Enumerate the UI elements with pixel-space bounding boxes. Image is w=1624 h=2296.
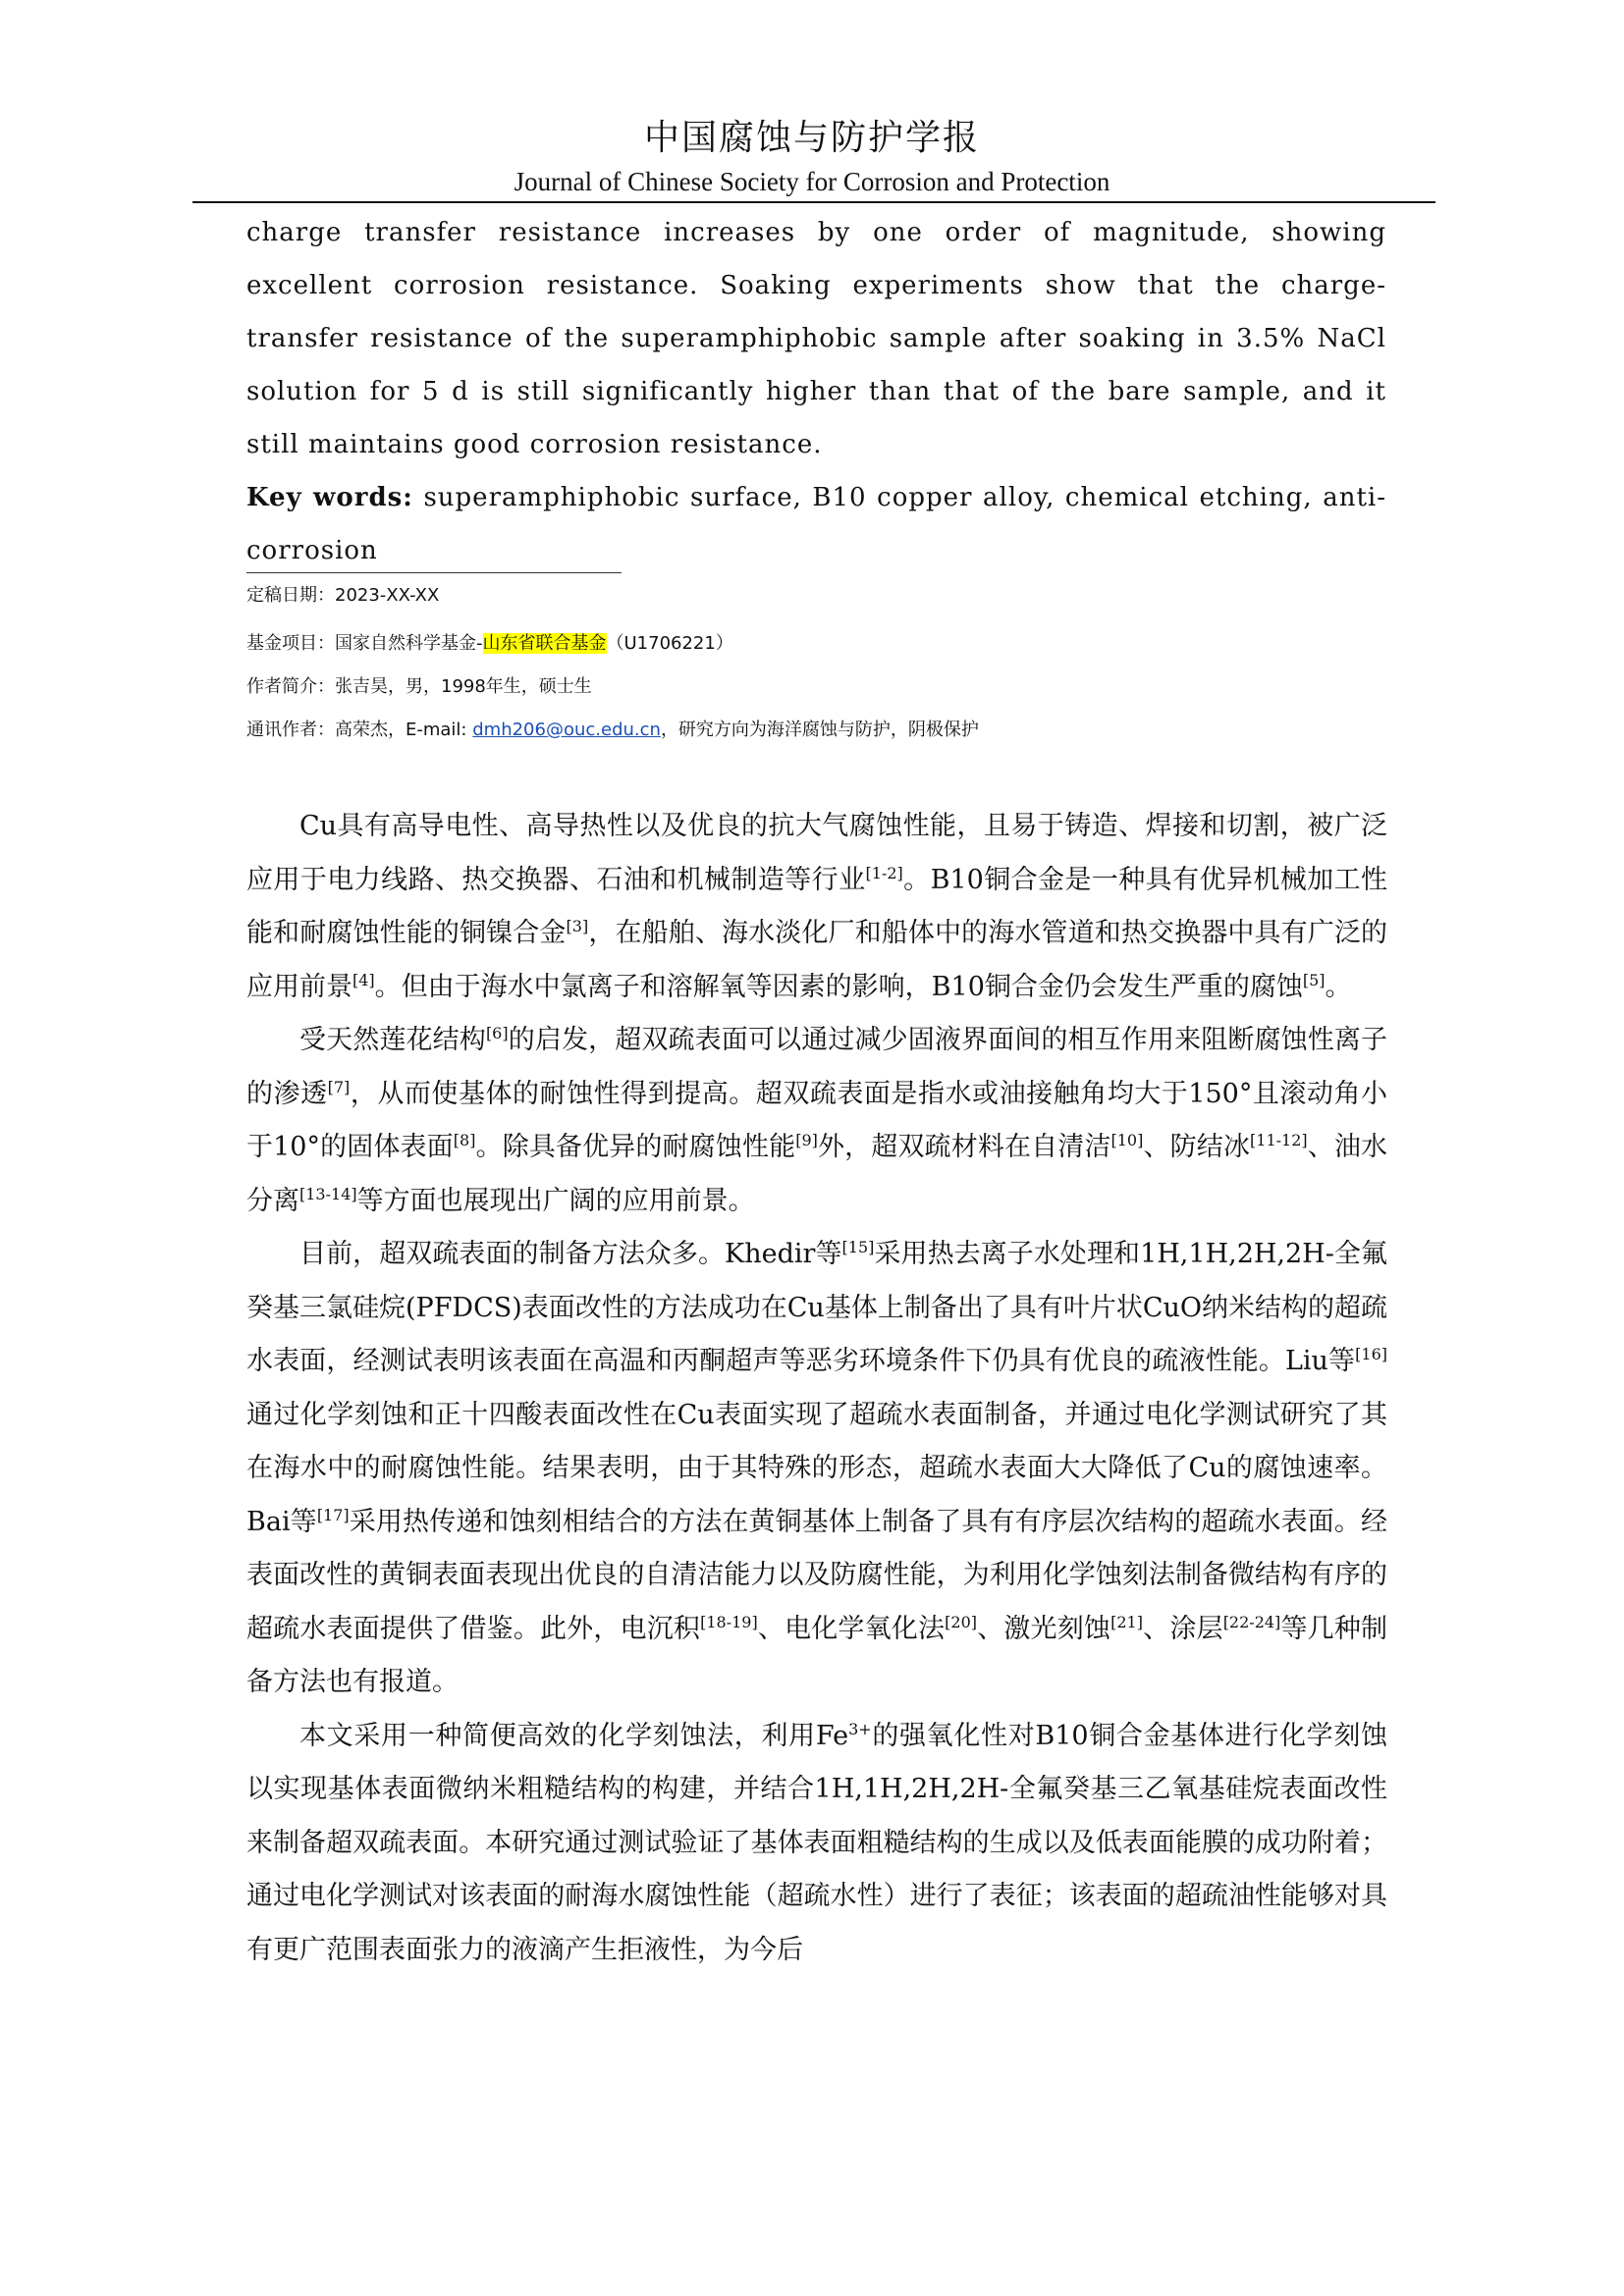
citation: [11-12] [1250, 1131, 1308, 1149]
citation: [4] [352, 970, 375, 989]
keywords [246, 471, 1386, 577]
citation: [18-19] [700, 1612, 758, 1631]
citation: [15] [841, 1238, 875, 1256]
citation: [9] [795, 1131, 818, 1149]
paragraph-1: Cu具有高导电性、高导热性以及优良的抗大气腐蚀性能，且易于铸造、焊接和切割，被广泛应用于电力线路、热交换器、石油和机械制造等行业[1-2]。B10铜合金是一种具有优异机械加工性能和耐腐蚀性能的铜镍合金[3]，在船舶、海水淡化厂和船体中的海水管道和热交换器中具有广泛的应用前景[4]。但由于海水中氯离子和溶解氧等因素的影响，B10铜合金仍会发生严重的腐蚀[5]。 [246, 811, 1388, 1002]
highlighted-fund: 山东省联合基金 [482, 633, 607, 654]
citation: [13-14] [299, 1184, 357, 1203]
date-value: 2023-XX-XX [335, 585, 440, 606]
header-rule [192, 201, 1435, 203]
paragraph-4: 本文采用一种简便高效的化学刻蚀法，利用$Fe^{3+}$的强氧化性对B10铜合金基体进行化学刻蚀以实现基体表面微纳米粗糙结构的构建，并结合1H,1H,2H,2H-全氟癸基三乙氧基硅烷表面改性来制备超双疏表面。本研究通过测试验证了基体表面粗糙结构的生成以及低表面能膜的成功附着；通过电化学测试对该表面的耐海水腐蚀性能（超疏水性）进行了表征；该表面的超疏油性能够对具有更广范围表面张力的液滴产生拒液性，为今后 [246, 1719, 1387, 1965]
citation: [5] [1302, 970, 1326, 989]
citation: [8] [453, 1131, 476, 1149]
citation: [6] [485, 1024, 509, 1042]
keywords-text: superamphiphobic surface, B10 copper alloy, chemical etching, anti-corrosion [246, 483, 1386, 565]
paragraph-3: 目前，超双疏表面的制备方法众多。Khedir等[15]采用热去离子水处理和1H,1H,2H,2H-全氟癸基三氯硅烷(PFDCS)表面改性的方法成功在Cu基体上制备出了具有叶片状CuO纳米结构的超疏水表面，经测试表明该表面在高温和丙酮超声等恶劣环境条件下仍具有优良的疏液性能。Liu等[16]通过化学刻蚀和正十四酸表面改性在Cu表面实现了超疏水表面制备，并通过电化学测试研究了其在海水中的耐腐蚀性能。结果表明，由于其特殊的形态，超疏水表面大大降低了Cu的腐蚀速率。Bai等[17]采用热传递和蚀刻相结合的方法在黄铜基体上制备了具有有序层次结构的超疏水表面。经表面改性的黄铜表面表现出优良的自清洁能力以及防腐性能，为利用化学蚀刻法制备微结构有序的超疏水表面提供了借鉴。此外，电沉积[18-19]、电化学氧化法[20]、激光刻蚀[21]、涂层[22-24]等几种制备方法也有报道。 [246, 1238, 1388, 1697]
citation: [22-24] [1222, 1612, 1281, 1631]
footnote-fund: 基金项目：国家自然科学基金-山东省联合基金（U1706221） [246, 633, 733, 654]
citation: [16] [1355, 1345, 1387, 1363]
journal-title-cn: 中国腐蚀与防护学报 [643, 118, 980, 158]
citation: [17] [316, 1505, 350, 1524]
superscript: 3+ [848, 1719, 872, 1738]
email-link[interactable]: dmh206@ouc.edu.cn [472, 720, 661, 740]
citation: [20] [945, 1612, 978, 1631]
keywords-label: Key words: [246, 483, 413, 512]
citation: [7] [327, 1077, 351, 1096]
journal-title-en: Journal of Chinese Society for Corrosion and Protection [514, 167, 1110, 196]
paragraph-2: 受天然莲花结构[6]的启发，超双疏表面可以通过减少固液界面间的相互作用来阻断腐蚀性离子的渗透[7]，从而使基体的耐蚀性得到提高。超双疏表面是指水或油接触角均大于150°且滚动角小于10°的固体表面[8]。除具备优异的耐腐蚀性能[9]外，超双疏材料在自清洁[10]、防结冰[11-12]、油水分离[13-14]等方面也展现出广阔的应用前景。 [246, 1024, 1388, 1216]
footnote-date: 定稿日期：2023-XX-XX [246, 585, 440, 606]
citation: [1-2] [865, 863, 903, 882]
citation: [3] [566, 917, 589, 935]
abstract-text: charge transfer resistance increases by one order of magnitude, showing excellent corrosion resistance. Soaking experiments show that the charge-transfer resistance of the superamphiphobic sample after soaking in 3.5% NaCl solution for 5 d is still significantly higher than that of the bare sample, and it still maintains good corrosion resistance. [246, 218, 1386, 459]
citation: [21] [1110, 1612, 1143, 1631]
footnote-rule [246, 572, 622, 573]
citation: [10] [1110, 1131, 1144, 1149]
body-text [246, 800, 1387, 1977]
footnote-author: 作者简介：张吉昊，男，1998年生，硕士生 [246, 676, 592, 697]
footnote-corresponding: 通讯作者：高荣杰，E-mail: dmh206@ouc.edu.cn，研究方向为海洋腐蚀与防护，阴极保护 [246, 720, 979, 740]
